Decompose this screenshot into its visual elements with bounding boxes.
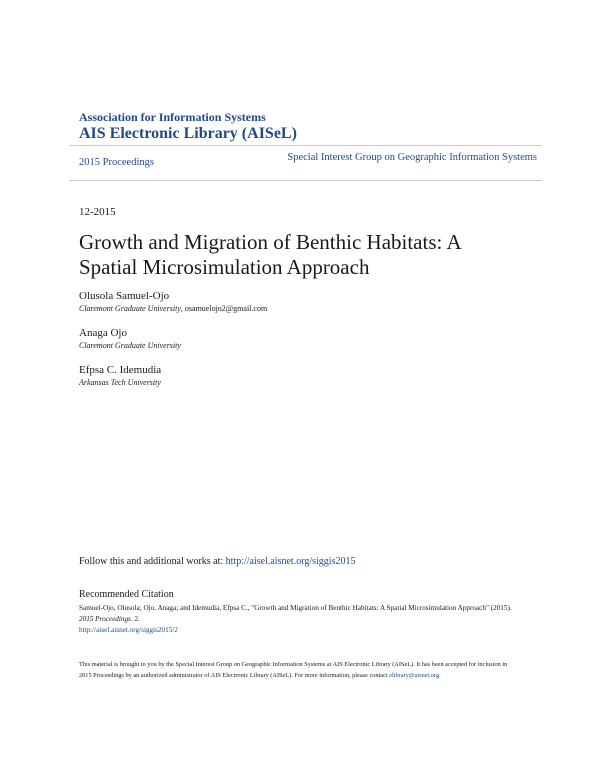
author-name: Efpsa C. Idemudia xyxy=(79,364,162,376)
follow-line xyxy=(79,556,355,567)
footer-end: . xyxy=(439,672,441,679)
contact-email-link[interactable]: elibrary@aisnet.org xyxy=(389,672,440,679)
author-block xyxy=(79,364,161,388)
author-affiliation: Arkansas Tech University xyxy=(79,378,161,387)
author-affiliation: Claremont Graduate University xyxy=(79,341,181,350)
library-name[interactable]: AIS Electronic Library (AISeL) xyxy=(79,125,297,142)
paper-title: Growth and Migration of Benthic Habitats: A Spatial Microsimulation Approach xyxy=(79,230,461,279)
author-name: Anaga Ojo xyxy=(79,327,127,339)
author-block xyxy=(79,327,181,351)
follow-text: Follow this and additional works at: xyxy=(79,556,226,567)
author-name: Olusola Samuel-Ojo xyxy=(79,290,170,302)
footer-notice xyxy=(79,659,519,681)
proceedings-link[interactable]: 2015 Proceedings xyxy=(79,157,154,168)
citation-text xyxy=(79,603,519,625)
author-block xyxy=(79,290,267,314)
publication-date: 12-2015 xyxy=(79,206,116,218)
recommended-citation xyxy=(79,588,519,636)
library-header xyxy=(79,110,297,143)
interest-group-link[interactable]: Special Interest Group on Geographic Information Systems xyxy=(287,152,537,163)
citation-link[interactable]: http://aisel.aisnet.org/siggis2015/2 xyxy=(79,626,178,634)
author-affiliation xyxy=(79,303,267,314)
citation-text-main: Samuel-Ojo, Olusola; Ojo, Anaga; and Idemudia, Efpsa C., "Growth and Migration of Benthic Habitats: A Spatial Microsimulation Approach" (2015). xyxy=(79,604,512,612)
citation-heading: Recommended Citation xyxy=(79,589,174,600)
collection-bar xyxy=(70,145,542,181)
citation-proceedings: 2015 Proceedings xyxy=(79,615,131,623)
author-email[interactable]: , osamuelojo2@gmail.com xyxy=(180,304,268,313)
organization-name: Association for Information Systems xyxy=(79,110,266,124)
follow-link[interactable]: http://aisel.aisnet.org/siggis2015 xyxy=(225,556,356,567)
footer-text: This material is brought to you by the Special Interest Group on Geographic Information Systems at AIS Electronic Library (AISeL). It has been accepted for inclusion in 2015 Proceedings by an authorized administrator of AIS Electronic Library (AISeL). For more information, please contact xyxy=(79,661,508,679)
citation-text-end: . 2. xyxy=(130,615,140,623)
author-affiliation-text: Claremont Graduate University xyxy=(79,304,181,313)
